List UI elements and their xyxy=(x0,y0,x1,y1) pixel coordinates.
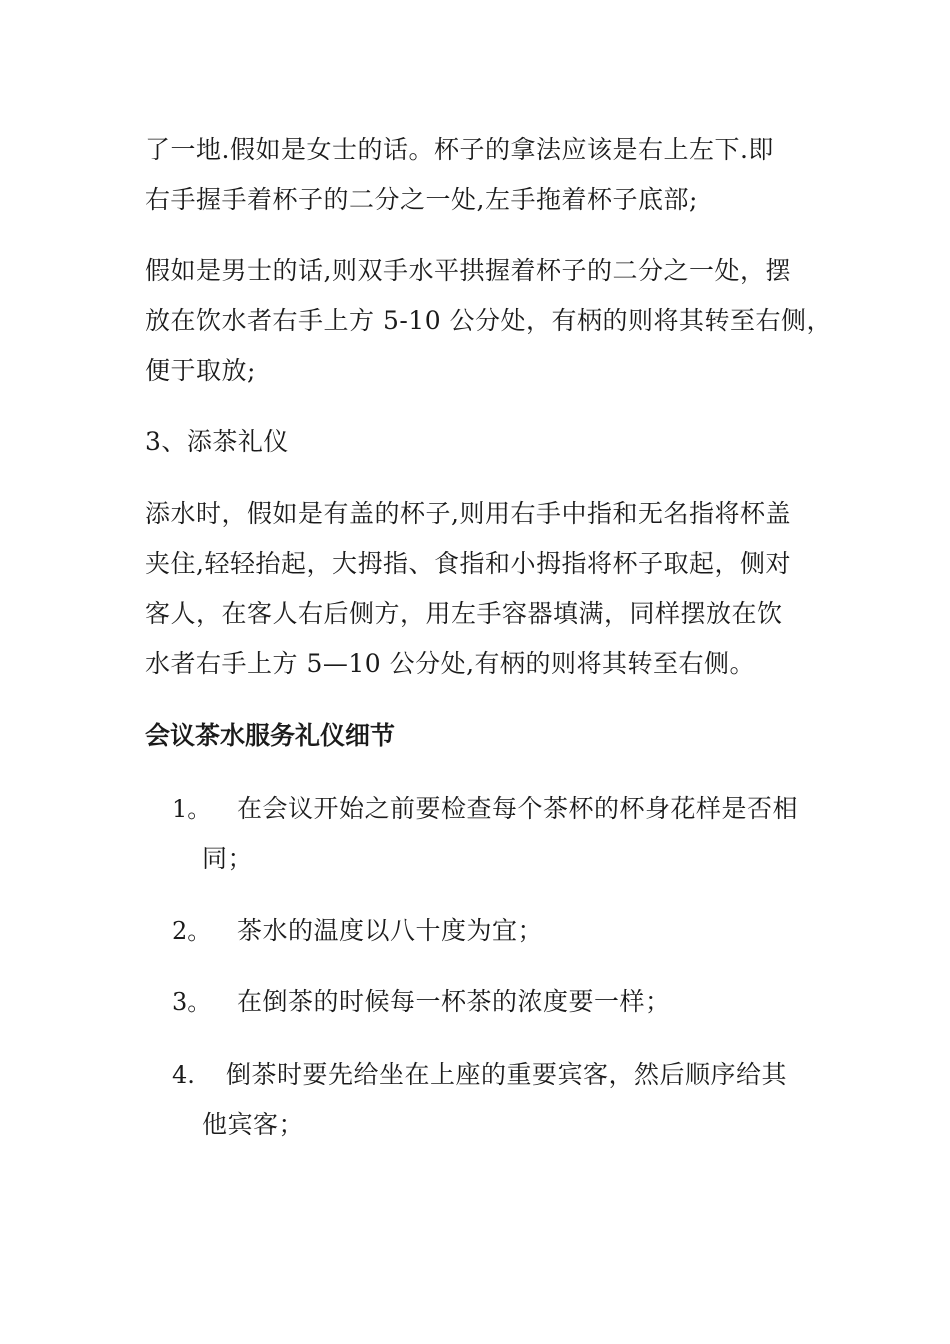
list-item-3-number: 3。 xyxy=(172,988,212,1016)
paragraph-4-line-1: 添水时，假如是有盖的杯子,则用右手中指和无名指将杯盖 xyxy=(145,499,791,528)
paragraph-4-line-3: 客人，在客人右后侧方，用左手容器填满，同样摆放在饮 xyxy=(145,599,783,628)
list-item-2-number: 2。 xyxy=(172,917,212,945)
paragraph-4-line-2: 夹住,轻轻抬起，大拇指、食指和小拇指将杯子取起，侧对 xyxy=(145,549,791,578)
list-item-1-number: 1。 xyxy=(172,795,212,823)
list-item-2-line-1: 茶水的温度以八十度为宜； xyxy=(237,916,544,945)
list-item-4-number: 4. xyxy=(172,1061,195,1089)
list-item-1-line-2: 同； xyxy=(202,844,254,873)
list-item-4-line-2: 他宾客； xyxy=(202,1110,305,1139)
list-item-3-line-1: 在倒茶的时候每一杯茶的浓度要一样； xyxy=(237,987,671,1016)
list-item-4-line-1: 倒茶时要先给坐在上座的重要宾客，然后顺序给其 xyxy=(226,1060,788,1089)
paragraph-2-line-1: 假如是男士的话,则双手水平拱握着杯子的二分之一处，摆 xyxy=(145,256,791,285)
section-heading: 会议茶水服务礼仪细节 xyxy=(145,721,396,750)
paragraph-4-line-4: 水者右手上方 5—10 公分处,有柄的则将其转至右侧。 xyxy=(145,649,756,678)
paragraph-1-line-1: 了一地.假如是女士的话。杯子的拿法应该是右上左下.即 xyxy=(145,135,774,164)
subsection-title: 3、添茶礼仪 xyxy=(145,427,289,456)
paragraph-1-line-2: 右手握手着杯子的二分之一处,左手拖着杯子底部; xyxy=(145,185,698,214)
paragraph-2-line-3: 便于取放; xyxy=(145,356,256,385)
list-item-1-line-1: 在会议开始之前要检查每个茶杯的杯身花样是否相 xyxy=(237,794,799,823)
paragraph-2-line-2: 放在饮水者右手上方 5-10 公分处，有柄的则将其转至右侧， xyxy=(145,306,833,335)
